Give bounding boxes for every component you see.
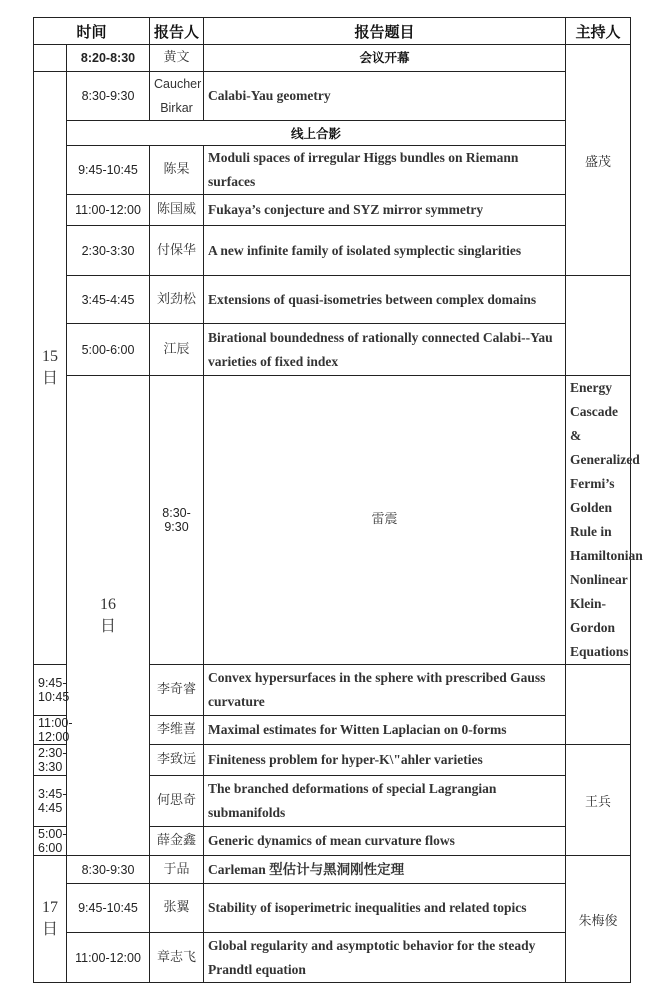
speaker-cell: 李致远 [150,745,204,776]
time-cell: 9:45-10:45 [67,146,150,195]
day-label-15 [34,72,67,665]
speaker-cell: 雷震 [204,376,566,665]
group-photo-cell: 线上合影 [67,121,566,146]
table-row-group-photo [34,121,631,146]
time-cell: 2:30-3:30 [67,226,150,276]
speaker-cell: 江辰 [150,324,204,376]
title-cell: Stability of isoperimetric inequalities and related topics [204,884,566,933]
table-row [34,276,631,324]
speaker-cell: 黄文 [150,45,204,72]
title-cell: Generic dynamics of mean curvature flows [204,827,566,856]
host-cell: 朱梅俊 [566,856,631,983]
day-cell-blank [34,45,67,72]
time-cell: 11:00-12:00 [34,716,67,745]
day-label-16 [67,376,150,856]
header-host: 主持人 [566,18,631,45]
speaker-cell: 付保华 [150,226,204,276]
time-cell: 8:30-9:30 [67,856,150,884]
table-row [34,324,631,376]
speaker-cell: 李奇睿 [150,665,204,716]
time-cell: 11:00-12:00 [67,195,150,226]
title-cell: Carleman 型估计与黑洞刚性定理 [204,856,566,884]
title-cell: Calabi-Yau geometry [204,72,566,121]
speaker-cell: 张翼 [150,884,204,933]
table-row [34,195,631,226]
host-cell: 王兵 [566,745,631,856]
speaker-cell: 薛金鑫 [150,827,204,856]
day-number: 16 [100,595,116,613]
table-row-opening [34,45,631,72]
title-cell: Finiteness problem for hyper-K\"ahler varieties [204,745,566,776]
title-cell: Fukaya’s conjecture and SYZ mirror symmetry [204,195,566,226]
title-cell: Convex hypersurfaces in the sphere with prescribed Gauss curvature [204,665,566,716]
table-row [34,72,631,121]
title-cell: Moduli spaces of irregular Higgs bundles on Riemann surfaces [204,146,566,195]
speaker-cell: 陈国威 [150,195,204,226]
title-cell: Global regularity and asymptotic behavior for the steady Prandtl equation [204,933,566,983]
title-cell: Birational boundedness of rationally connected Calabi--Yau varieties of fixed index [204,324,566,376]
table-row [34,146,631,195]
day-label-17 [34,856,67,983]
time-cell: 9:45-10:45 [34,665,67,716]
schedule-table [33,17,643,983]
header-speaker: 报告人 [150,18,204,45]
table-row [34,933,631,983]
time-cell: 8:30-9:30 [150,376,204,665]
time-cell: 3:45-4:45 [67,276,150,324]
title-cell: The branched deformations of special Lagrangian submanifolds [204,776,566,827]
title-cell: A new infinite family of isolated symplectic singlarities [204,226,566,276]
host-cell: 盛茂 [566,45,631,276]
speaker-first-name: Caucher [154,77,202,91]
day-suffix: 日 [41,370,58,387]
table-row [34,856,631,884]
time-cell: 5:00-6:00 [67,324,150,376]
title-cell: Maximal estimates for Witten Laplacian on 0-forms [204,716,566,745]
speaker-cell: 李维喜 [150,716,204,745]
title-cell: 会议开幕 [204,45,566,72]
speaker-cell [150,72,204,121]
time-cell: 2:30-3:30 [34,745,67,776]
speaker-cell: 章志飞 [150,933,204,983]
time-cell: 8:30-9:30 [67,72,150,121]
speaker-cell: 何思奇 [150,776,204,827]
table-row [34,376,631,665]
header-time: 时间 [34,18,150,45]
time-cell: 3:45-4:45 [34,776,67,827]
title-cell: Extensions of quasi-isometries between complex domains [204,276,566,324]
title-cell: Energy Cascade & Generalized Fermi’s Golden Rule in Hamiltonian Nonlinear Klein-Gordon Equations [566,376,631,665]
table-row [34,226,631,276]
time-cell: 11:00-12:00 [67,933,150,983]
header-title: 报告题目 [204,18,566,45]
day-number: 15 [42,348,58,365]
time-cell: 5:00-6:00 [34,827,67,856]
day-suffix: 日 [41,921,58,938]
speaker-cell: 刘劲松 [150,276,204,324]
speaker-cell: 陈杲 [150,146,204,195]
day-suffix: 日 [100,617,117,635]
speaker-last-name: Birkar [160,101,193,115]
table-row [34,884,631,933]
day-number: 17 [42,899,58,916]
header-row [34,18,631,45]
speaker-cell: 于品 [150,856,204,884]
time-cell: 9:45-10:45 [67,884,150,933]
time-cell: 8:20-8:30 [67,45,150,72]
